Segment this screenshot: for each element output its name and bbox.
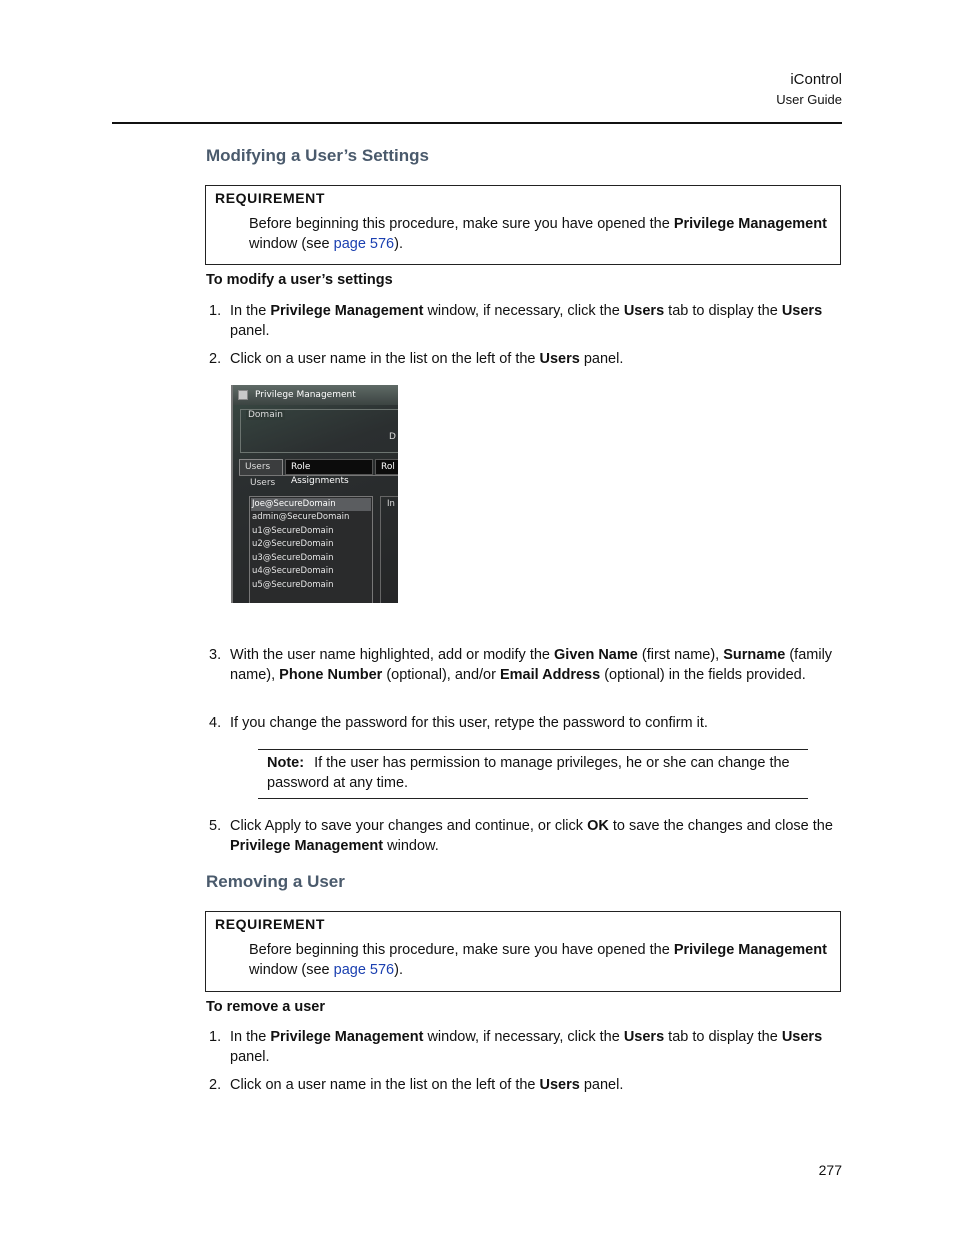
window-title: Privilege Management xyxy=(255,390,356,400)
page-number: 277 xyxy=(818,1162,842,1178)
header-rule xyxy=(112,122,842,124)
tab-role-assignments[interactable]: Role Assignments xyxy=(285,459,373,475)
step-number: 3. xyxy=(209,647,222,663)
req-text-part: ). xyxy=(394,236,403,252)
step-item xyxy=(206,816,846,856)
domain-group xyxy=(240,409,398,453)
list-item[interactable]: u2@SecureDomain xyxy=(252,539,334,549)
req-text-part: window (see xyxy=(249,236,334,252)
users-list xyxy=(249,496,373,603)
step-number: 4. xyxy=(209,715,222,731)
tab-bar xyxy=(239,459,398,486)
req-bold: Privilege Management xyxy=(673,216,827,232)
step-number: 2. xyxy=(209,1077,222,1093)
list-item[interactable]: u3@SecureDomain xyxy=(252,553,334,563)
step-item xyxy=(206,349,846,369)
note-text xyxy=(258,750,808,798)
step-item xyxy=(206,713,846,733)
privilege-management-screenshot xyxy=(231,385,398,603)
req-bold: Privilege Management xyxy=(673,942,827,958)
header-subtitle: User Guide xyxy=(776,92,842,107)
step-text: If you change the password for this user, retype the password to confirm it. xyxy=(230,715,708,731)
page-link[interactable]: page 576 xyxy=(333,236,395,252)
req-text-part: window (see xyxy=(249,962,334,978)
list-item[interactable]: Joe@SecureDomain xyxy=(251,498,371,511)
java-app-icon xyxy=(238,390,248,400)
info-group xyxy=(380,496,398,603)
req-text-part: Before beginning this procedure, make sure you have opened the xyxy=(249,942,674,958)
requirement-label: REQUIREMENT xyxy=(215,916,326,932)
note-box xyxy=(258,749,808,799)
step-number: 5. xyxy=(209,818,222,834)
list-item[interactable]: admin@SecureDomain xyxy=(252,512,350,522)
step-text: Click Apply to save your changes and continue, or click OK to save the changes and close the Privilege Management window. xyxy=(230,818,833,854)
window-titlebar xyxy=(233,385,398,405)
requirement-text xyxy=(249,940,839,980)
step-item xyxy=(206,1027,846,1067)
step-text: With the user name highlighted, add or modify the Given Name (first name), Surname (family name), Phone Number (optional), and/or Email Address (optional) in the fields provided. xyxy=(230,647,833,683)
note-label: Note: xyxy=(267,755,305,771)
tab-roles[interactable]: Rol xyxy=(375,459,398,475)
users-panel-label: Users xyxy=(250,478,276,488)
requirement-box xyxy=(205,185,841,265)
step-text: Click on a user name in the list on the left of the Users panel. xyxy=(230,1077,624,1093)
list-item[interactable]: u4@SecureDomain xyxy=(252,566,334,576)
requirement-label: REQUIREMENT xyxy=(215,190,326,206)
section-title-remove: Removing a User xyxy=(206,872,345,891)
list-item[interactable]: u5@SecureDomain xyxy=(252,580,334,590)
list-item[interactable]: u1@SecureDomain xyxy=(252,526,334,536)
domain-cut-text: D xyxy=(389,432,396,442)
section-title-modify: Modifying a User’s Settings xyxy=(206,146,429,165)
note-body: If the user has permission to manage privileges, he or she can change the password at any time. xyxy=(267,755,790,791)
page-link[interactable]: page 576 xyxy=(333,962,395,978)
step-text: In the Privilege Management window, if necessary, click the Users tab to display the Users panel. xyxy=(230,1029,823,1065)
step-item xyxy=(206,301,846,341)
step-item xyxy=(206,645,846,685)
header-title: iControl xyxy=(790,71,842,88)
procedure-title: To remove a user xyxy=(206,999,326,1015)
domain-label: Domain xyxy=(248,410,283,420)
step-item xyxy=(206,1075,846,1095)
step-number: 1. xyxy=(209,303,222,319)
step-number: 1. xyxy=(209,1029,222,1045)
req-text-part: ). xyxy=(394,962,403,978)
step-number: 2. xyxy=(209,351,222,367)
info-label: In xyxy=(387,499,395,509)
procedure-title: To modify a user’s settings xyxy=(206,272,393,288)
requirement-box xyxy=(205,911,841,992)
requirement-text xyxy=(249,214,839,254)
tab-users[interactable]: Users xyxy=(239,459,283,475)
step-text: Click on a user name in the list on the left of the Users panel. xyxy=(230,351,624,367)
step-text: In the Privilege Management window, if necessary, click the Users tab to display the Users panel. xyxy=(230,303,823,339)
req-text-part: Before beginning this procedure, make sure you have opened the xyxy=(249,216,674,232)
